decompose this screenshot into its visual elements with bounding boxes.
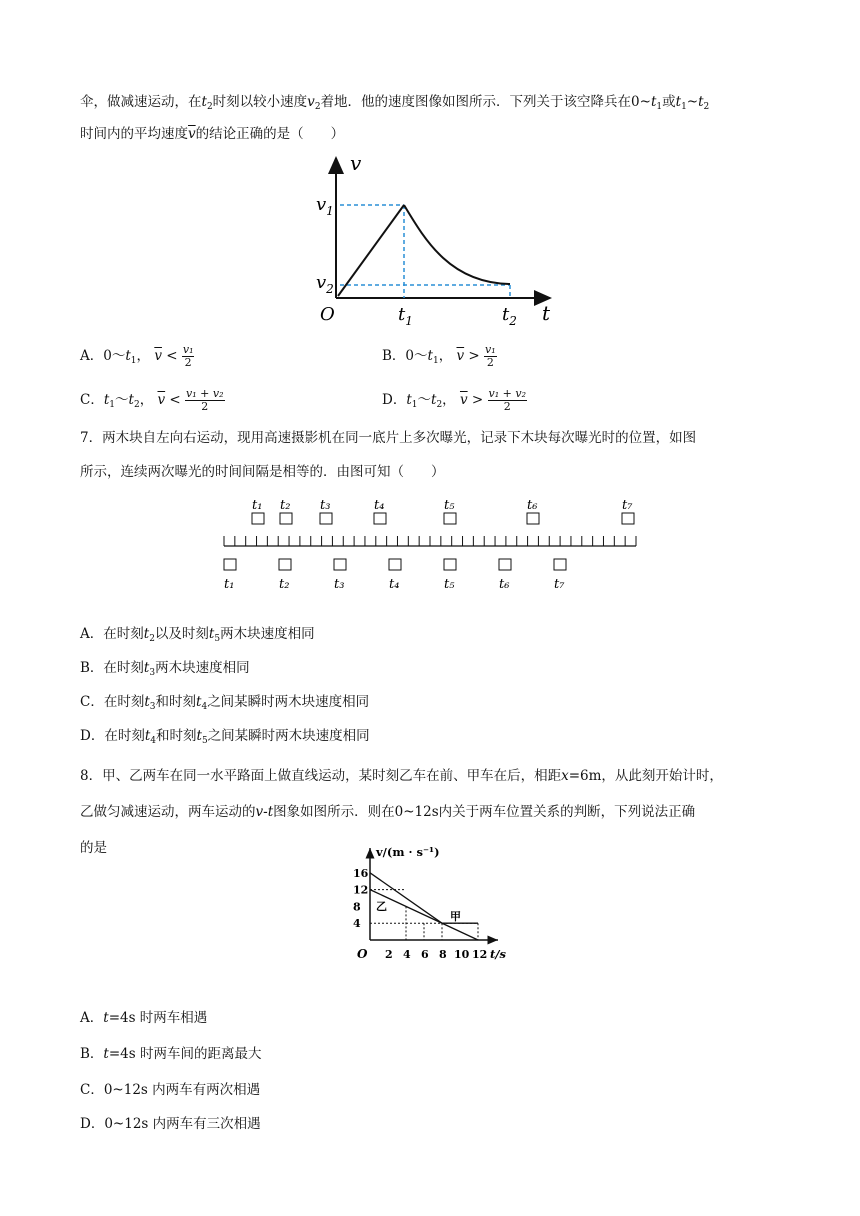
q7-stem-line-2: 所示，连续两次曝光的时间间隔是相等的．由图可知（ ） — [80, 464, 445, 480]
top-block — [444, 513, 456, 524]
accelerating-segment — [338, 205, 404, 296]
bottom-block — [279, 559, 291, 570]
x-tick-label: 10 — [454, 948, 470, 961]
v2-label: $v_2$ — [316, 272, 334, 296]
origin-label: O — [357, 947, 368, 961]
q6-option-c: C．$t_1\sim t_2$， $\overline{v}$ < $\frac{\text{v₁ + v₂}}{2}$ — [80, 387, 224, 413]
x-tick-label: 12 — [472, 948, 488, 961]
x-tick-label: 8 — [439, 948, 447, 961]
bottom-block — [224, 559, 236, 570]
top-time-label: t₄ — [374, 498, 385, 513]
fraction: $\frac{\text{v₁}}{2}$ — [182, 343, 194, 369]
q8-stem-line-2: 乙做匀减速运动，两车运动的v-t图象如图所示．则在0~12s内关于两车位置关系的判断，下列说法正确 — [80, 804, 696, 820]
top-block — [622, 513, 634, 524]
q7-option-a: A．在时刻$t_2$以及时刻$t_5$两木块速度相同 — [80, 626, 315, 644]
q8-option-b: B．t=4s 时两车间的距离最大 — [80, 1046, 262, 1062]
q6-velocity-graph — [310, 148, 560, 328]
top-block — [252, 513, 264, 524]
bottom-block — [389, 559, 401, 570]
q8-option-d: D．0~12s 内两车有三次相遇 — [80, 1116, 261, 1132]
y-axis-label: v/(m · s⁻¹) — [376, 845, 440, 859]
bottom-time-label: t₃ — [334, 577, 345, 592]
bottom-time-label: t₄ — [389, 577, 400, 592]
top-block — [320, 513, 332, 524]
top-block — [280, 513, 292, 524]
bottom-time-label: t₇ — [554, 577, 565, 592]
t2-label: $t_2$ — [502, 304, 517, 328]
q6-stem-line-1: 伞，做减速运动，在$t_2$时刻以较小速度$v_2$着地．他的速度图像如图所示．下列关于该空降兵在$0\sim t_1$或$t_1\sim t_2$ — [80, 94, 710, 112]
q8-stem-line-1: 8．甲、乙两车在同一水平路面上做直线运动，某时刻乙车在前、甲车在后，相距x=6m，从此刻开始计时， — [80, 768, 723, 784]
bottom-block-row — [224, 559, 566, 592]
decelerating-curve — [404, 205, 510, 284]
q8-vt-graph — [340, 840, 520, 965]
bottom-block — [334, 559, 346, 570]
label-yi: 乙 — [376, 900, 387, 913]
top-time-label: t₂ — [280, 498, 291, 513]
q8-stem-line-3: 的是 — [80, 840, 107, 856]
top-time-label: t₁ — [252, 498, 263, 513]
q6-option-b: B．$0\sim t_1$， $\overline{v}$ > $\frac{\text{v₁}}{2}$ — [382, 343, 496, 369]
q7-stem-line-1: 7．两木块自左向右运动，现用高速摄影机在同一底片上多次曝光，记录下木块每次曝光时的位置，如图 — [80, 430, 697, 446]
fraction: $\frac{\text{v₁ + v₂}}{2}$ — [186, 387, 224, 413]
q6-option-a: A．$0\sim t_1$， $\overline{v}$ < $\frac{\text{v₁}}{2}$ — [80, 343, 194, 369]
v-bar-symbol: $\overline{v}$ — [188, 126, 196, 142]
bottom-time-label: t₅ — [444, 577, 455, 592]
y-tick-label: 16 — [353, 866, 369, 880]
top-time-label: t₅ — [444, 498, 455, 513]
q6-stem-line-2: 时间内的平均速度$\overline{v}$的结论正确的是（ ） — [80, 126, 345, 142]
top-block — [527, 513, 539, 524]
ruler — [224, 536, 636, 546]
q7-option-b: B．在时刻$t_3$两木块速度相同 — [80, 660, 250, 678]
x-ticks — [385, 948, 487, 961]
bottom-time-label: t₁ — [224, 577, 235, 592]
bottom-block — [554, 559, 566, 570]
bottom-time-label: t₆ — [499, 577, 510, 592]
y-ticks — [353, 867, 369, 930]
t-axis-label: t — [542, 301, 551, 325]
top-time-label: t₇ — [622, 498, 633, 513]
bottom-time-label: t₂ — [279, 577, 290, 592]
y-tick-label: 8 — [353, 900, 361, 914]
bottom-block — [444, 559, 456, 570]
q7-option-c: C．在时刻$t_3$和时刻$t_4$之间某瞬时两木块速度相同 — [80, 694, 370, 712]
x-tick-label: 4 — [403, 948, 411, 961]
top-time-label: t₆ — [527, 498, 538, 513]
bottom-block — [499, 559, 511, 570]
fraction: $\frac{\text{v₁ + v₂}}{2}$ — [488, 387, 526, 413]
x-tick-label: 6 — [421, 948, 429, 961]
y-tick-label: 4 — [353, 917, 361, 931]
v1-label: $v_1$ — [316, 194, 334, 218]
label-jia: 甲 — [450, 910, 461, 923]
q7-exposure-diagram — [210, 490, 650, 595]
top-block-row — [252, 498, 634, 524]
x-tick-label: 2 — [385, 948, 393, 961]
q7-option-d: D．在时刻$t_4$和时刻$t_5$之间某瞬时两木块速度相同 — [80, 728, 370, 746]
top-time-label: t₃ — [320, 498, 331, 513]
y-tick-label: 12 — [353, 883, 369, 897]
q8-option-c: C．0~12s 内两车有两次相遇 — [80, 1082, 261, 1098]
origin-label: O — [320, 304, 335, 325]
top-block — [374, 513, 386, 524]
t1-label: $t_1$ — [398, 304, 413, 328]
x-axis-label: t/s — [490, 947, 506, 961]
q8-option-a: A．t=4s 时两车相遇 — [80, 1010, 208, 1026]
q6-option-d: D．$t_1\sim t_2$， $\overline{v}$ > $\frac{\text{v₁ + v₂}}{2}$ — [382, 387, 526, 413]
v-axis-label: v — [350, 151, 362, 175]
fraction: $\frac{\text{v₁}}{2}$ — [485, 343, 496, 369]
